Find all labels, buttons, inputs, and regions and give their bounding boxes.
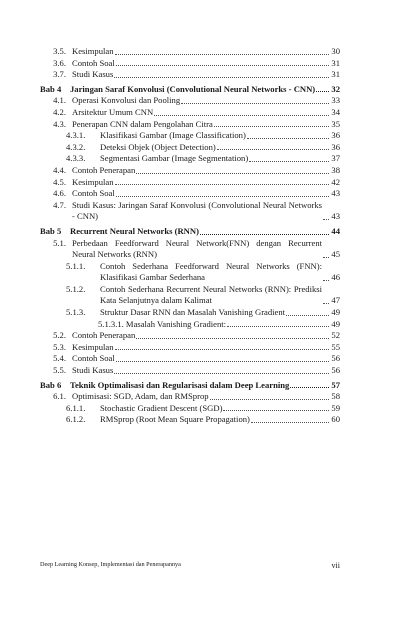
toc-entry-number: 3.6.	[53, 57, 66, 68]
toc-leader-dots	[323, 257, 329, 258]
toc-leader-dots	[323, 303, 329, 304]
toc-leader-dots	[115, 54, 329, 55]
toc-entry-number: 6.1.2.	[66, 414, 86, 425]
toc-entry-number: 4.3.	[53, 118, 66, 129]
toc-entry-title: Perbedaan Feedforward Neural Network(FNN) dengan Recurrent Neural Networks (RNN)	[72, 237, 322, 260]
toc-leader-dots	[247, 138, 329, 139]
toc-leader-dots	[290, 387, 329, 388]
toc-entry-title: Arsitektur Umum CNN	[72, 106, 154, 117]
toc-entry[interactable]	[40, 391, 340, 403]
toc-entry[interactable]	[40, 95, 340, 107]
toc-leader-dots	[116, 65, 329, 66]
toc-entry[interactable]	[40, 46, 340, 58]
toc-entry-page: 38	[331, 164, 340, 175]
toc-entry-page: 31	[331, 57, 340, 68]
toc-entry[interactable]	[40, 365, 340, 377]
toc-entry-number: Bab 6	[40, 379, 62, 390]
toc-entry-number: 4.2.	[53, 106, 66, 117]
toc-entry-number: 3.7.	[53, 69, 66, 80]
toc-entry[interactable]	[40, 403, 340, 415]
toc-leader-dots	[116, 196, 329, 197]
toc-entry-title: Kesimpulan	[72, 46, 114, 56]
toc-entry-page: 49	[331, 318, 340, 329]
toc-entry-page: 59	[331, 402, 340, 413]
toc-entry-number: 4.3.2.	[66, 141, 86, 152]
toc-entry-number: 5.2.	[53, 330, 66, 341]
toc-entry-title: RMSprop (Root Mean Square Propagation)	[100, 414, 250, 425]
toc-entry-number: 3.5.	[53, 46, 66, 56]
toc-entry[interactable]	[40, 261, 340, 284]
toc-entry-title: Studi Kasus	[72, 365, 114, 376]
toc-entry[interactable]	[40, 330, 340, 342]
toc-entry-title: Penerapan CNN dalam Pengolahan Citra	[72, 118, 213, 129]
toc-leader-dots	[115, 349, 329, 350]
toc-leader-dots	[114, 77, 329, 78]
toc-entry-page: 36	[331, 130, 340, 141]
toc-entry-title: Klasifikasi Gambar (Image Classification)	[100, 130, 246, 141]
toc-leader-dots	[136, 173, 329, 174]
toc-entry-page: 34	[331, 106, 340, 117]
toc-entry-page: 56	[331, 353, 340, 364]
toc-entry-title: Jaringan Saraf Konvolusi (Convolutional Neural Networks - CNN)	[70, 83, 316, 94]
toc-entry-page: 49	[331, 307, 340, 318]
toc-entry-page: 46	[331, 272, 340, 283]
toc-entry-page: 58	[331, 391, 340, 402]
toc-leader-dots	[223, 410, 329, 411]
toc-entry-title: Optimisasi: SGD, Adam, dan RMSprop	[72, 391, 209, 402]
toc-entry-title: Contoh Soal	[72, 188, 115, 199]
toc-leader-dots	[210, 399, 329, 400]
toc-entry-title: Deteksi Objek (Object Detection)	[100, 141, 216, 152]
toc-entry-page: 35	[331, 118, 340, 129]
toc-leader-dots	[323, 280, 329, 281]
toc-entry-number: 5.1.2.	[66, 283, 86, 294]
footer-book-title: Deep Learning Konsep, Implementasi dan Penerapannya	[40, 561, 181, 568]
toc-entry-number: 5.3.	[53, 341, 66, 352]
toc-entry-number: 4.3.3.	[66, 153, 86, 164]
toc-entry-title: Contoh Sederhana Recurrent Neural Networks (RNN): Prediksi Kata Selanjutnya dalam Kalimat	[100, 283, 322, 306]
toc-entry-number: 5.5.	[53, 365, 66, 376]
toc-leader-dots	[316, 91, 329, 92]
toc-entry-number: 6.1.1.	[66, 402, 86, 413]
toc-entry-number: 4.5.	[53, 176, 66, 187]
toc-entry-title: Contoh Soal	[72, 353, 115, 364]
toc-entry-title: 5.1.3.1. Masalah Vanishing Gradient:	[98, 318, 227, 329]
toc-entry[interactable]	[40, 342, 340, 354]
toc-chapter[interactable]	[40, 226, 340, 238]
toc-entry-number: 4.3.1.	[66, 130, 86, 141]
toc-entry-title: Teknik Optimalisasi dan Regularisasi dalam Deep Learning	[70, 379, 290, 390]
toc-leader-dots	[251, 422, 329, 423]
toc-entry-page: 37	[331, 153, 340, 164]
toc-entry[interactable]	[40, 119, 340, 131]
toc-entry-page: 47	[331, 295, 340, 306]
toc-entry[interactable]	[40, 319, 340, 331]
footer-page-number: vii	[331, 561, 340, 570]
toc-entry-page: 43	[331, 211, 340, 222]
toc-leader-dots	[217, 149, 329, 150]
toc-leader-dots	[286, 315, 329, 316]
toc-entry-title: Contoh Sederhana Feedforward Neural Networks (FNN): Klasifikasi Gambar Sederhana	[100, 260, 322, 283]
toc-entry-number: 4.4.	[53, 164, 66, 175]
toc-entry-page: 33	[331, 95, 340, 106]
toc-entry[interactable]	[40, 353, 340, 365]
toc-entry[interactable]	[40, 107, 340, 119]
toc-entry[interactable]	[40, 238, 340, 261]
toc-entry[interactable]	[40, 153, 340, 165]
toc-entry-number: 5.4.	[53, 353, 66, 364]
toc-leader-dots	[200, 234, 329, 235]
toc-entry-page: 45	[331, 249, 340, 260]
toc-entry-title: Contoh Soal	[72, 57, 115, 68]
page-footer	[40, 561, 340, 570]
toc-leader-dots	[181, 103, 329, 104]
toc-entry-number: 5.1.1.	[66, 260, 86, 271]
toc-leader-dots	[323, 219, 329, 220]
toc-entry-page: 43	[331, 188, 340, 199]
toc-entry[interactable]	[40, 69, 340, 81]
toc-entry-page: 56	[331, 365, 340, 376]
toc-entry[interactable]	[40, 142, 340, 154]
toc-leader-dots	[116, 361, 329, 362]
toc-entry-page: 31	[331, 69, 340, 80]
toc-entry[interactable]	[40, 177, 340, 189]
toc-leader-dots	[115, 184, 329, 185]
toc-entry-title: Kesimpulan	[72, 176, 114, 187]
toc-entry-page: 42	[331, 176, 340, 187]
toc-entry-title: Contoh Penerapan	[72, 164, 136, 175]
toc-entry-page: 30	[331, 46, 340, 56]
toc-entry[interactable]	[40, 165, 340, 177]
toc-entry[interactable]	[40, 307, 340, 319]
toc-chapter[interactable]	[40, 380, 340, 392]
toc-leader-dots	[154, 115, 329, 116]
toc-entry-title: Studi Kasus: Jaringan Saraf Konvolusi (Convolutional Neural Networks - CNN)	[72, 199, 322, 222]
toc-entry-number: 6.1.	[53, 391, 66, 402]
toc-entry-page: 44	[331, 225, 340, 236]
toc-entry[interactable]	[40, 284, 340, 307]
toc-entry-title: Studi Kasus	[72, 69, 114, 80]
toc-entry-number: 5.1.3.	[66, 307, 86, 318]
toc-entry-page: 55	[331, 341, 340, 352]
toc-entry-page: 57	[331, 379, 340, 390]
toc-entry-title: Stochastic Gradient Descent (SGD)	[100, 402, 223, 413]
toc-leader-dots	[249, 161, 329, 162]
toc-entry-title: Operasi Konvolusi dan Pooling	[72, 95, 181, 106]
toc-leader-dots	[136, 338, 329, 339]
toc-entry-number: 4.1.	[53, 95, 66, 106]
toc-entry[interactable]	[40, 188, 340, 200]
toc-entry[interactable]	[40, 130, 340, 142]
toc-entry-number: 5.1.	[53, 237, 66, 248]
toc-leader-dots	[214, 126, 329, 127]
toc-entry-title: Segmentasi Gambar (Image Segmentation)	[100, 153, 249, 164]
toc-leader-dots	[227, 326, 329, 327]
toc-entry-number: 4.7.	[53, 199, 66, 210]
toc-entry[interactable]	[40, 58, 340, 70]
toc-entry-number: Bab 4	[40, 83, 62, 94]
toc-entry-page: 52	[331, 330, 340, 341]
toc-entry-page: 60	[331, 414, 340, 425]
toc-entry-title: Recurrent Neural Networks (RNN)	[70, 225, 199, 236]
toc-entry-page: 36	[331, 141, 340, 152]
toc-leader-dots	[114, 373, 329, 374]
toc-entry[interactable]	[40, 200, 340, 223]
toc-entry-page: 32	[331, 83, 340, 94]
toc-entry[interactable]	[40, 414, 340, 426]
toc-entry-number: 4.6.	[53, 188, 66, 199]
toc-entry-title: Kesimpulan	[72, 341, 114, 352]
toc-chapter[interactable]	[40, 84, 340, 96]
toc-entry-title: Struktur Dasar RNN dan Masalah Vanishing Gradient	[100, 307, 286, 318]
table-of-contents	[40, 46, 340, 426]
toc-entry-title: Contoh Penerapan	[72, 330, 136, 341]
toc-entry-number: Bab 5	[40, 225, 62, 236]
